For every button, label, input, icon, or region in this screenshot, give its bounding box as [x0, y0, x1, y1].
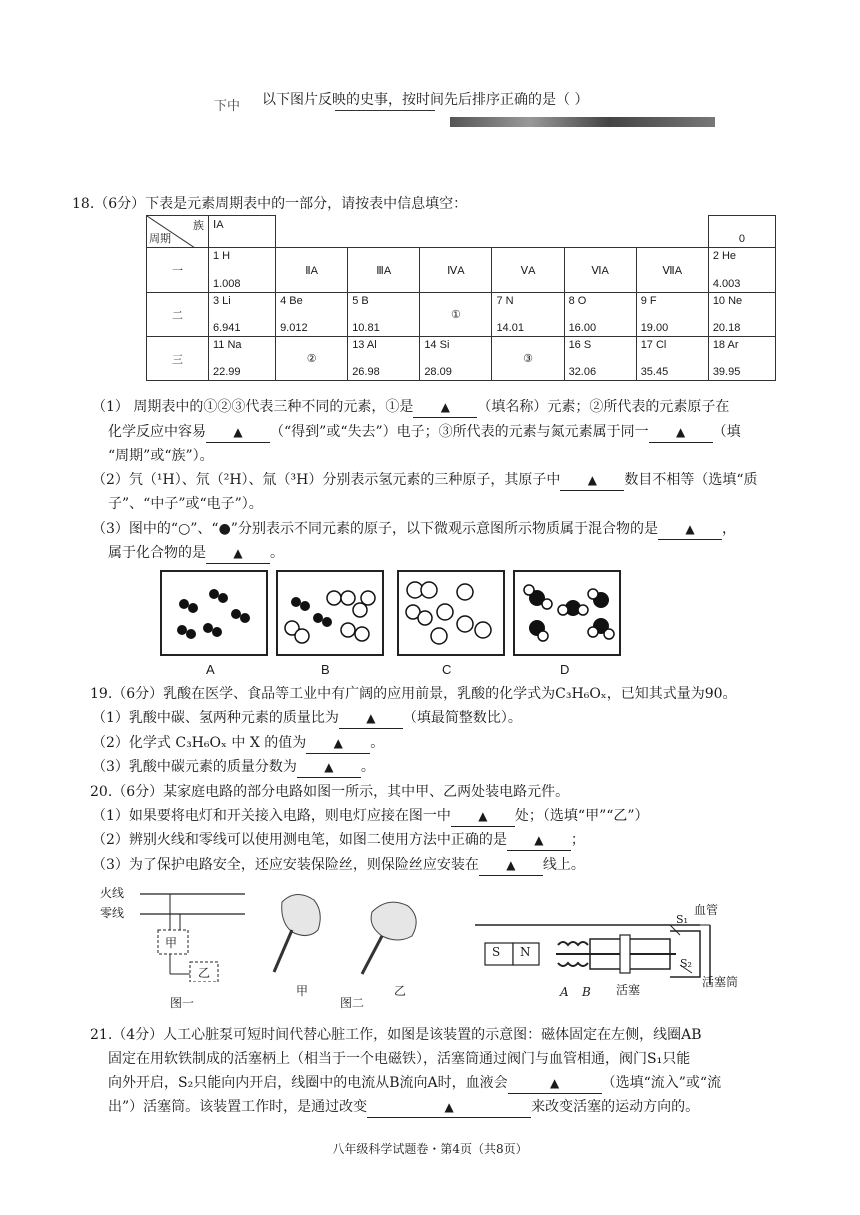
- corner-period: 周期: [149, 233, 171, 245]
- coil-b-label: B: [582, 985, 591, 999]
- q18-p3-line2: 属于化合物的是 ▲ 。: [108, 543, 284, 564]
- particles-a: [162, 572, 266, 654]
- live-wire-label: 火线: [100, 886, 125, 900]
- answer-blank[interactable]: ▲: [658, 519, 722, 540]
- q18-p2-line2: 子”、“中子”或“电子”）。: [108, 496, 263, 512]
- header-underline: [335, 110, 435, 111]
- corner-cell: [147, 216, 209, 248]
- pen-yi-label: 乙: [394, 984, 407, 998]
- q20-title: 20.（6分）某家庭电路的部分电路如图一所示，其中甲、乙两处装电路元件。: [90, 784, 570, 800]
- answer-blank[interactable]: ▲: [297, 757, 361, 778]
- group-head-4: ⅣA: [420, 248, 492, 293]
- cell-Ar: 18 Ar 39.95: [708, 337, 775, 381]
- cell-Cl: 17 Cl 35.45: [636, 337, 708, 381]
- figure2-caption: 图二: [340, 996, 365, 1010]
- cell-Li: 3 Li 6.941: [209, 293, 276, 337]
- figure-circuit: [100, 882, 250, 1012]
- q18-p1-line1: （1） 周期表中的①②③代表三种不同的元素，①是 ▲ （填名称）元素；②所代表的元素原子在: [92, 397, 729, 418]
- cell-unknown-2: ②: [276, 337, 348, 381]
- label-c: C: [442, 662, 452, 677]
- yi-label: 乙: [198, 966, 211, 980]
- label-b: B: [321, 662, 330, 677]
- particles-b: [278, 572, 382, 654]
- q18-p1-line3: “周期”或“族”）。: [108, 448, 214, 464]
- answer-blank[interactable]: ▲: [306, 733, 370, 754]
- q21-line4: 出”）活塞筒。该装置工作时，是通过改变 ▲ 来改变活塞的运动方向的。: [108, 1097, 699, 1118]
- q19-p3: （3）乳酸中碳元素的质量分数为 ▲ 。: [92, 757, 375, 778]
- answer-blank[interactable]: ▲: [339, 708, 403, 729]
- valve-s2-label: S₂: [680, 957, 692, 970]
- answer-blank[interactable]: ▲: [413, 397, 477, 418]
- group-head-5: ⅤA: [492, 248, 564, 293]
- cylinder-label: 活塞筒: [702, 975, 739, 989]
- q21-line2: 固定在用软铁制成的活塞柄上（相当于一个电磁铁），活塞筒通过阀门与血管相通，阀门S₁只能: [108, 1051, 691, 1067]
- q18-p3-line1: （3）图中的“○”、“●”分别表示不同元素的原子，以下微观示意图所示物质属于混合物的是 ▲ ，: [92, 519, 736, 540]
- group-head-3: ⅢA: [348, 248, 420, 293]
- q18-title: 18.（6分）下表是元素周期表中的一部分，请按表中信息填空：: [72, 196, 468, 212]
- q20-p2: （2）辨别火线和零线可以使用测电笔，如图二使用方法中正确的是 ▲ ；: [92, 830, 585, 851]
- label-a: A: [206, 662, 215, 677]
- answer-blank[interactable]: ▲: [649, 422, 713, 443]
- test-pen-hands: [262, 882, 442, 982]
- answer-blank[interactable]: ▲: [206, 543, 270, 564]
- q21-line1: 21.（4分）人工心脏泵可短时间代替心脏工作，如图是该装置的示意图：磁体固定在左侧，线圈AB: [90, 1027, 702, 1043]
- particles-c: [399, 572, 503, 654]
- cell-O: 8 O 16.00: [564, 293, 636, 337]
- blood-vessel-label: 血管: [694, 903, 719, 917]
- valve-s1-label: S₁: [676, 913, 688, 926]
- cell-Si: 14 Si 28.09: [420, 337, 492, 381]
- q18-p1-line2: 化学反应中容易 ▲ （“得到”或“失去”）电子；③所代表的元素与氮元素属于同一 ▲ （填: [108, 422, 741, 443]
- answer-blank[interactable]: ▲: [507, 830, 571, 851]
- q21-line3: 向外开启，S₂只能向内开启，线圈中的电流从B流向A时，血液会 ▲ （选填“流入”或“流: [108, 1073, 721, 1094]
- label-d: D: [560, 662, 570, 677]
- neutral-wire-label: 零线: [100, 906, 125, 920]
- cell-N: 7 N 14.01: [492, 293, 564, 337]
- answer-blank[interactable]: ▲: [206, 422, 270, 443]
- molecule-box-a: [160, 570, 268, 656]
- answer-blank[interactable]: ▲: [367, 1097, 531, 1118]
- cell-Ne: 10 Ne 20.18: [708, 293, 775, 337]
- cell-H: 1 H 1.008: [209, 248, 276, 293]
- cell-Be: 4 Be 9.012: [276, 293, 348, 337]
- group-head-0: 0: [708, 216, 775, 248]
- q19-title: 19.（6分）乳酸在医学、食品等工业中有广阔的应用前景，乳酸的化学式为C₃H₆Oₓ，已知其式量为90。: [90, 686, 737, 702]
- cell-unknown-1: ①: [420, 293, 492, 337]
- corner-group: 族: [193, 220, 204, 232]
- group-head-7: ⅦA: [636, 248, 708, 293]
- figure-test-pens: [262, 882, 442, 1012]
- jia-label: 甲: [165, 936, 178, 950]
- figure1-caption: 图一: [170, 996, 195, 1010]
- q18-p2-line1: （2）氕（¹H）、氘（²H）、氚（³H）分别表示氢元素的三种原子，其原子中 ▲ 数目不相等（选填“质: [92, 470, 758, 491]
- period-label: 三: [147, 337, 209, 381]
- blank-top: [276, 216, 709, 248]
- answer-blank[interactable]: ▲: [560, 470, 624, 491]
- answer-blank[interactable]: ▲: [508, 1073, 602, 1094]
- cell-Na: 11 Na 22.99: [209, 337, 276, 381]
- pen-jia-label: 甲: [296, 984, 309, 998]
- period-label: 一: [147, 248, 209, 293]
- answer-blank[interactable]: ▲: [451, 806, 515, 827]
- cell-S: 16 S 32.06: [564, 337, 636, 381]
- header-band: [450, 117, 715, 127]
- cell-unknown-3: ③: [492, 337, 564, 381]
- molecule-box-c: [397, 570, 505, 656]
- cell-F: 9 F 19.00: [636, 293, 708, 337]
- q19-p2: （2）化学式 C₃H₆Oₓ 中 X 的值为 ▲ 。: [92, 733, 384, 754]
- header-prefix: 下中: [214, 99, 241, 114]
- page-footer: 八年级科学试题卷・第4页（共8页）: [332, 1142, 528, 1156]
- q19-p1: （1）乳酸中碳、氢两种元素的质量比为 ▲ （填最简整数比）。: [92, 708, 522, 729]
- group-head-1: ⅠA: [209, 216, 276, 248]
- figure-heart-pump: [470, 895, 760, 1005]
- period-label: 二: [147, 293, 209, 337]
- group-head-2: ⅡA: [276, 248, 348, 293]
- answer-blank[interactable]: ▲: [479, 855, 543, 876]
- cell-Al: 13 Al 26.98: [348, 337, 420, 381]
- magnet-n-label: N: [520, 945, 531, 959]
- periodic-table: [146, 215, 776, 381]
- molecule-box-b: [276, 570, 384, 656]
- molecule-box-d: [513, 570, 621, 656]
- q20-p3: （3）为了保护电路安全，还应安装保险丝，则保险丝应安装在 ▲ 线上。: [92, 855, 585, 876]
- magnet-s-label: S: [492, 945, 501, 959]
- cell-B: 5 B 10.81: [348, 293, 420, 337]
- piston-label: 活塞: [616, 983, 641, 997]
- cell-He: 2 He 4.003: [708, 248, 775, 293]
- group-head-6: ⅥA: [564, 248, 636, 293]
- q20-p1: （1）如果要将电灯和开关接入电路，则电灯应接在图一中 ▲ 处；（选填“甲”“乙”）: [92, 806, 649, 827]
- header-text: 以下图片反映的史事，按时间先后排序正确的是（ ）: [262, 92, 589, 108]
- particles-d: [515, 572, 619, 654]
- coil-a-label: A: [560, 985, 569, 999]
